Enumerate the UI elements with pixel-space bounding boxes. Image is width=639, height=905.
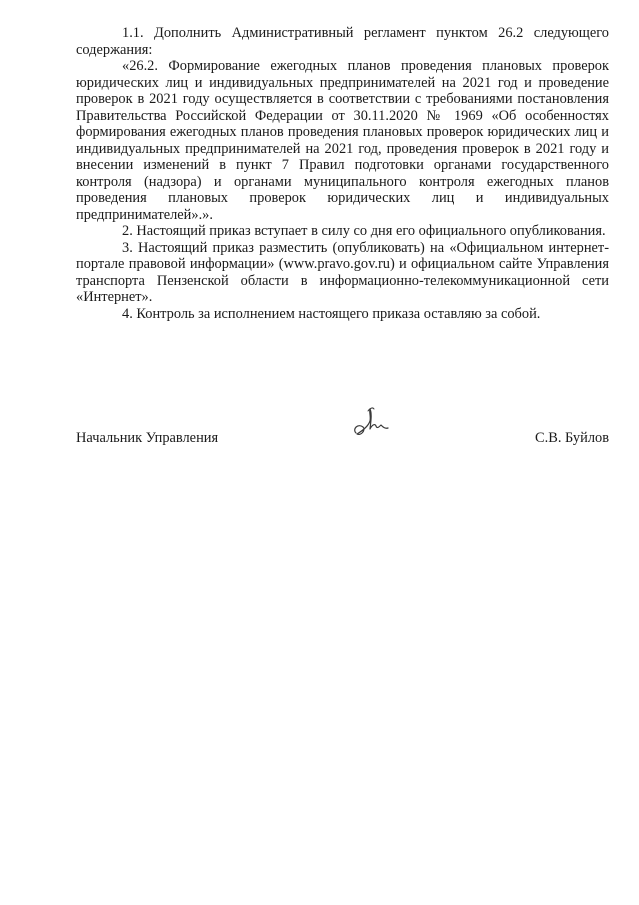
paragraph-4: 4. Контроль за исполнением настоящего приказа оставляю за собой. bbox=[122, 305, 541, 322]
paragraph-3: 3. Настоящий приказ разместить (опубликовать) на «Официальном интернет-портале правовой информации» (www.pravo.gov.ru) и официальном сайте Управления транспорта Пензенской области в информационно-телекоммуникационной сети «Интернет». bbox=[76, 239, 609, 305]
document-body bbox=[76, 25, 609, 322]
handwritten-signature bbox=[348, 403, 392, 443]
signer-position: Начальник Управления bbox=[76, 430, 219, 446]
paragraph-26-2-text: «26.2. Формирование ежегодных планов проведения плановых проверок юридических лиц и индивидуальных предпринимателей на 2021 год и проведение проверок в 2021 году осуществляется в соответствии с требованиями постановления Правительства Российской Федерации от 30.11.2020 № 1969 «Об особенностях формирования ежегодных планов проведения плановых проверок юридических лиц и индивидуальных предпринимателей на 2021 год, проведения проверок в 2021 году и внесении изменений в пункт 7 Правил подготовки органами государственного контроля (надзора) и органами муниципального контроля ежегодных планов проведения плановых проверок юридических лиц и индивидуальных предпринимателей».». bbox=[76, 58, 609, 223]
signature-block bbox=[76, 428, 609, 448]
paragraph-2: 2. Настоящий приказ вступает в силу со дня его официального опубликования. bbox=[122, 223, 606, 239]
signer-name: С.В. Буйлов bbox=[535, 430, 609, 446]
paragraph-1-1: 1.1. Дополнить Административный регламент пунктом 26.2 следующего содержания: bbox=[76, 25, 609, 58]
